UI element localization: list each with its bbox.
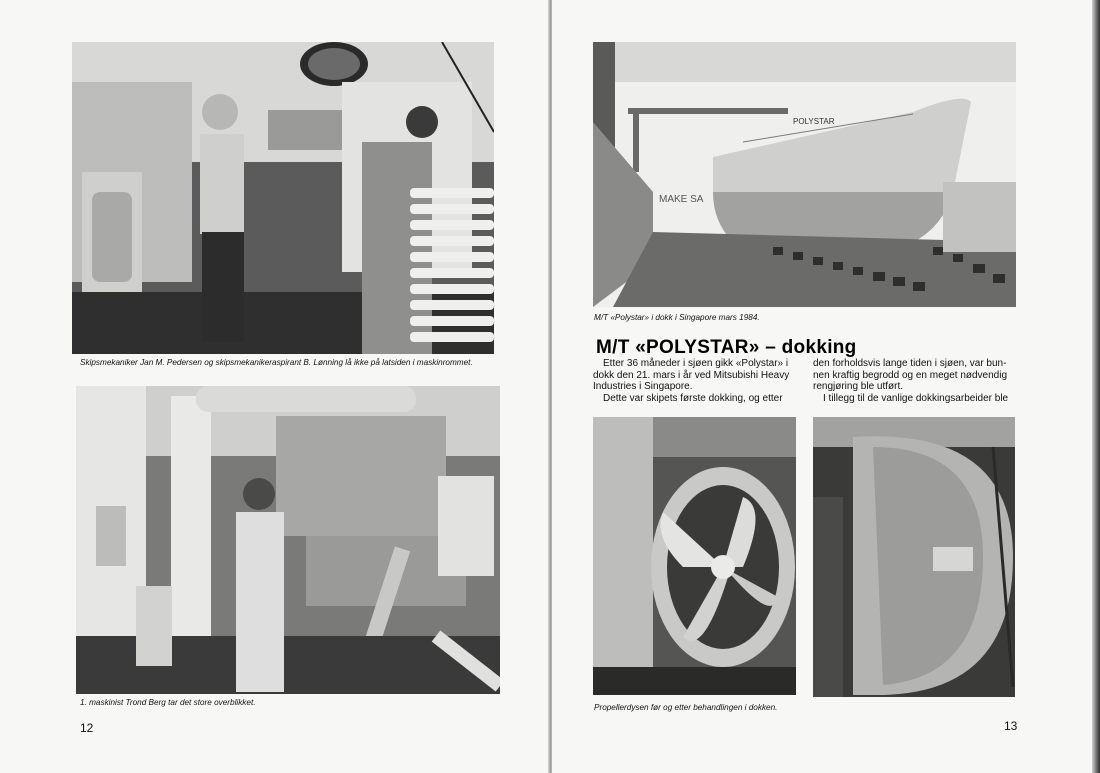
article-text-line: Industries i Singapore. bbox=[593, 381, 693, 393]
hull-name-text: POLYSTAR bbox=[793, 117, 835, 126]
article-text-line: Etter 36 måneder i sjøen gikk «Polystar» i bbox=[603, 358, 789, 369]
page-number-right: 13 bbox=[1004, 719, 1018, 733]
caption-propeller-photos: Propellerdysen før og etter behandlingen i dokken. bbox=[594, 703, 778, 712]
article-text-line: rengjøring ble utført. bbox=[813, 381, 904, 393]
dock-sign-text: MAKE SA bbox=[659, 194, 704, 205]
article-text-line: den forholdsvis lange tiden i sjøen, var bun- bbox=[813, 358, 1007, 369]
caption-overview-photo: 1. maskinist Trond Berg tar det store overblikket. bbox=[80, 698, 256, 707]
article-text-line: Dette var skipets første dokking, og etter bbox=[603, 392, 783, 404]
article-column-2 bbox=[813, 358, 1016, 404]
caption-mechanics-photo: Skipsmekaniker Jan M. Pedersen og skipsmekanikeraspirant B. Lønning lå ikke på latsiden i maskinrommet. bbox=[80, 358, 473, 367]
ship-in-drydock-photo bbox=[593, 42, 1016, 307]
article-headline: M/T «POLYSTAR» – dokking bbox=[596, 337, 857, 358]
propeller-nozzle-before-photo bbox=[593, 417, 796, 695]
caption-ship-photo: M/T «Polystar» i dokk i Singapore mars 1984. bbox=[594, 313, 760, 322]
page-edge-shadow bbox=[1092, 0, 1100, 773]
article-text-line: I tillegg til de vanlige dokkingsarbeider ble bbox=[823, 392, 1009, 404]
article-column-1 bbox=[593, 358, 797, 404]
propeller-nozzle-after-photo bbox=[813, 417, 1015, 697]
page-number-left: 12 bbox=[80, 721, 94, 735]
article-text-line: nen kraftig begrodd og en meget nødvendig bbox=[813, 369, 1008, 381]
engine-room-photo-mechanics bbox=[72, 42, 494, 354]
article-text-line: dokk den 21. mars i år ved Mitsubishi Heavy bbox=[593, 369, 790, 381]
engine-room-photo-overview bbox=[76, 386, 500, 694]
